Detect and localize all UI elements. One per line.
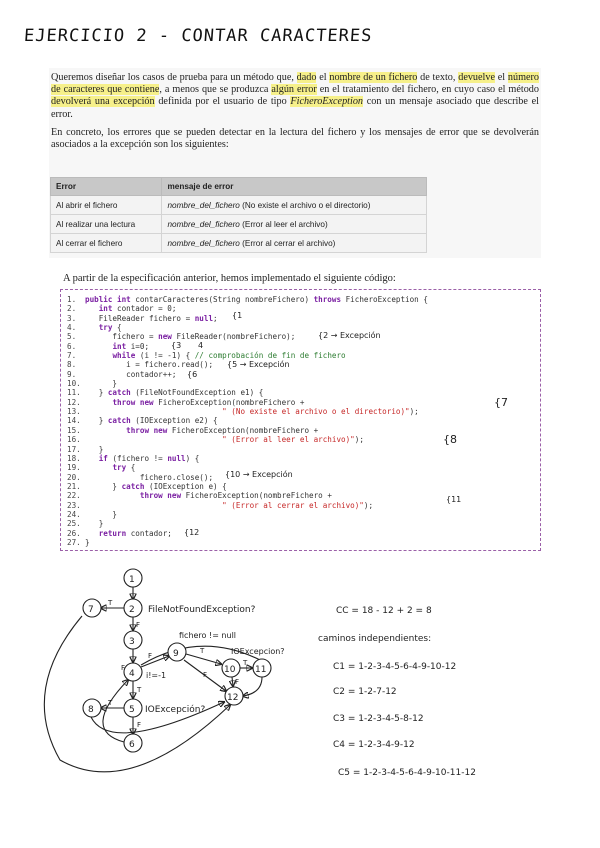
svg-text:3: 3	[129, 637, 135, 647]
line-number: 8.	[67, 360, 77, 370]
code-text: throw new FicheroException(nombreFichero +	[112, 397, 305, 407]
path-c2: C2 = 1-2-7-12	[333, 687, 397, 697]
label-t2: T	[137, 686, 142, 694]
node-10	[222, 659, 240, 677]
line-number: 5.	[67, 332, 77, 342]
line-number: 19.	[67, 463, 81, 473]
code-text: } catch (IOException e2) {	[85, 416, 218, 426]
cell-message-var: nombre_del_fichero	[167, 219, 240, 229]
page-title: EJERCICIO 2 - CONTAR CARACTERES	[23, 26, 373, 46]
line-number: 1.	[67, 295, 77, 304]
label-t3: T	[200, 647, 205, 655]
label-fnf: FileNotFoundException?	[148, 605, 256, 615]
spec-text: A partir de la especificación anterior, hemos implementado el siguiente código:	[63, 273, 396, 284]
code-line	[67, 445, 428, 454]
code-text: " (Error al cerrar el archivo)");	[222, 500, 374, 510]
cell-message	[162, 234, 427, 253]
label-f2: F	[148, 652, 153, 660]
svg-text:7: 7	[88, 605, 94, 615]
path-c5: C5 = 1-2-3-4-5-6-4-9-10-11-12	[338, 768, 476, 778]
highlighted-text: devolverá una excepción	[51, 96, 155, 108]
intro-paragraph-1	[51, 72, 539, 121]
intro-text: definida por el usuario de tipo	[154, 96, 291, 108]
code-text: }	[85, 509, 118, 519]
note-5: {5 → Excepción	[227, 360, 290, 369]
code-text: } catch (IOException e) {	[85, 481, 227, 491]
highlighted-text: algún error	[271, 84, 317, 96]
code-text: }	[85, 537, 90, 547]
code-line	[67, 519, 428, 528]
note-4: 4	[198, 341, 204, 350]
cell-error: Al cerrar el fichero	[51, 234, 162, 253]
code-text: int i=0;	[112, 341, 150, 351]
intro-text: el	[316, 72, 330, 83]
label-t4: T	[243, 659, 248, 667]
code-line	[67, 491, 428, 500]
flow-graph	[0, 560, 600, 820]
line-number: 14.	[67, 416, 81, 426]
note-2: {2 → Excepción	[318, 331, 381, 340]
intro-text: de texto,	[417, 72, 459, 83]
line-number: 7.	[67, 351, 77, 361]
label-t5: T	[108, 699, 113, 707]
code-line	[67, 482, 428, 491]
line-number: 17.	[67, 444, 81, 454]
path-c1: C1 = 1-2-3-4-5-6-4-9-10-12	[333, 662, 457, 672]
edge-11-12	[243, 677, 262, 696]
cell-message	[162, 196, 427, 215]
line-number: 22.	[67, 491, 81, 501]
node-8	[83, 699, 101, 717]
code-text: if (fichero != null) {	[98, 453, 200, 463]
line-number: 3.	[67, 313, 77, 323]
table-row	[51, 196, 427, 215]
node-5	[124, 699, 142, 717]
node-9	[168, 643, 186, 661]
code-line	[67, 398, 428, 407]
note-7: {7	[494, 396, 508, 409]
code-line	[67, 295, 428, 304]
svg-text:5: 5	[129, 705, 135, 715]
cell-message	[162, 215, 427, 234]
svg-text:11: 11	[255, 665, 267, 675]
note-10: {11	[446, 495, 462, 504]
intro-text: el	[495, 72, 508, 83]
code-text: int contador = 0;	[98, 304, 177, 314]
label-f1: F	[136, 621, 141, 629]
line-number: 26.	[67, 528, 81, 538]
line-number: 4.	[67, 323, 77, 333]
svg-text:8: 8	[88, 705, 94, 715]
code-text: " (No existe el archivo o el directorio)");	[222, 407, 419, 417]
label-i-ne: i!=-1	[146, 671, 167, 680]
node-6	[124, 734, 142, 752]
edge-10-12	[232, 677, 233, 686]
label-f4: F	[235, 678, 240, 686]
svg-text:1: 1	[129, 575, 135, 585]
code-text: contador++;	[85, 369, 177, 379]
highlighted-text: dado	[296, 72, 317, 83]
highlighted-text: FicheroException	[290, 96, 364, 108]
svg-text:10: 10	[224, 665, 236, 675]
caminos-title: caminos independientes:	[318, 634, 432, 644]
code-line	[67, 501, 428, 510]
intro-paragraph-2: En concreto, los errores que se pueden detectar en la lectura del fichero y los mensajes de error que se devolverán asociados a la excepción son los siguientes:	[51, 126, 539, 151]
node-3	[124, 631, 142, 649]
line-number: 12.	[67, 397, 81, 407]
highlighted-text: número de caracteres que contiene	[51, 72, 539, 96]
label-f3: F	[203, 671, 208, 679]
svg-text:6: 6	[129, 740, 135, 750]
line-number: 6.	[67, 341, 77, 351]
code-text: try {	[98, 323, 122, 333]
intro-text: , a menos que se produzca	[159, 84, 272, 96]
code-block	[60, 289, 541, 551]
line-number: 15.	[67, 425, 81, 435]
line-number: 13.	[67, 407, 81, 417]
code-line	[67, 454, 428, 463]
svg-text:9: 9	[173, 649, 179, 659]
line-number: 23.	[67, 500, 81, 510]
path-c4: C4 = 1-2-3-4-9-12	[333, 740, 415, 750]
node-12	[225, 687, 243, 705]
code-text: throw new FicheroException(nombreFichero +	[126, 425, 319, 435]
table-header-error: Error	[51, 178, 162, 196]
code-line	[67, 388, 428, 397]
line-number: 21.	[67, 481, 81, 491]
note-9: {10 → Excepción	[225, 470, 293, 479]
cell-message-text: (Error al cerrar el archivo)	[239, 238, 336, 248]
intro-text: con un mensaje asociado que describe el error.	[51, 96, 539, 120]
note-3: {3	[171, 341, 182, 350]
note-6: {6	[187, 370, 198, 379]
code-text: }	[85, 379, 118, 389]
code-text: fichero.close();	[85, 472, 214, 482]
path-c3: C3 = 1-2-3-4-5-8-12	[333, 714, 424, 724]
code-line	[67, 426, 428, 435]
code-text: public int contarCaracteres(String nombreFichero) throws FicheroException {	[85, 295, 428, 304]
cell-message-var: nombre_del_fichero	[167, 238, 240, 248]
code-text: " (Error al leer el archivo)");	[222, 435, 364, 445]
code-line	[67, 435, 428, 444]
intro-text: Queremos diseñar los casos de prueba para un método que,	[51, 72, 297, 83]
table-header-message: mensaje de error	[162, 178, 427, 196]
code-text: throw new FicheroException(nombreFichero +	[139, 491, 332, 501]
code-line	[67, 407, 428, 416]
intro-text: en el tratamiento del fichero, en cuyo caso el método	[316, 84, 539, 96]
code-line	[67, 342, 428, 351]
cc-formula: CC = 18 - 12 + 2 = 8	[336, 606, 432, 616]
code-text: }	[85, 444, 104, 454]
code-text: } catch (FileNotFoundException e1) {	[85, 388, 264, 398]
line-number: 20.	[67, 472, 81, 482]
line-number: 24.	[67, 509, 81, 519]
node-2	[124, 599, 142, 617]
highlighted-text: nombre de un fichero	[329, 72, 418, 83]
node-11	[253, 659, 271, 677]
error-table	[50, 177, 427, 253]
code-text: while (i != -1) { // comprobación de fin de fichero	[112, 351, 346, 361]
line-number: 10.	[67, 379, 81, 389]
note-8: {8	[443, 433, 457, 446]
table-row	[51, 234, 427, 253]
line-number: 18.	[67, 453, 81, 463]
line-number: 11.	[67, 388, 81, 398]
code-line	[67, 379, 428, 388]
node-7	[83, 599, 101, 617]
cell-message-text: (Error al leer el archivo)	[239, 219, 328, 229]
code-line	[67, 314, 428, 323]
code-line	[67, 538, 428, 547]
code-text: return contador;	[98, 528, 177, 538]
cell-error: Al abrir el fichero	[51, 196, 162, 215]
cell-error: Al realizar una lectura	[51, 215, 162, 234]
line-number: 9.	[67, 369, 77, 379]
code-line	[67, 351, 428, 360]
code-line	[67, 529, 428, 538]
highlighted-text: devuelve	[458, 72, 495, 83]
svg-text:4: 4	[129, 669, 135, 679]
node-4	[124, 663, 142, 681]
line-number: 27.	[67, 537, 81, 547]
note-11: {12	[184, 528, 200, 537]
label-fichero: fichero != null	[179, 631, 237, 640]
line-number: 16.	[67, 435, 81, 445]
cell-message-text: (No existe el archivo o el directorio)	[239, 200, 371, 210]
label-ioexc2: IOExcepción?	[145, 705, 206, 715]
code-line	[67, 416, 428, 425]
code-text: i = fichero.read();	[85, 360, 214, 370]
table-row	[51, 215, 427, 234]
line-number: 2.	[67, 304, 77, 314]
code-text: }	[85, 519, 104, 529]
label-f6: F	[121, 664, 126, 672]
label-f5: F	[137, 721, 142, 729]
code-line	[67, 304, 428, 313]
code-line	[67, 510, 428, 519]
note-1: {1	[232, 311, 243, 320]
svg-text:12: 12	[227, 693, 239, 703]
node-1	[124, 569, 142, 587]
label-t1: T	[108, 599, 113, 607]
code-text: FileReader fichero = null;	[85, 313, 218, 323]
line-number: 25.	[67, 519, 81, 529]
code-text: try {	[112, 463, 136, 473]
svg-text:2: 2	[129, 605, 135, 615]
cell-message-var: nombre_del_fichero	[167, 200, 240, 210]
label-ioexc: IOExcepcion?	[231, 647, 285, 656]
edge-9-10	[186, 654, 221, 664]
code-text: fichero = new FileReader(nombreFichero);	[85, 332, 296, 342]
code-line	[67, 370, 428, 379]
